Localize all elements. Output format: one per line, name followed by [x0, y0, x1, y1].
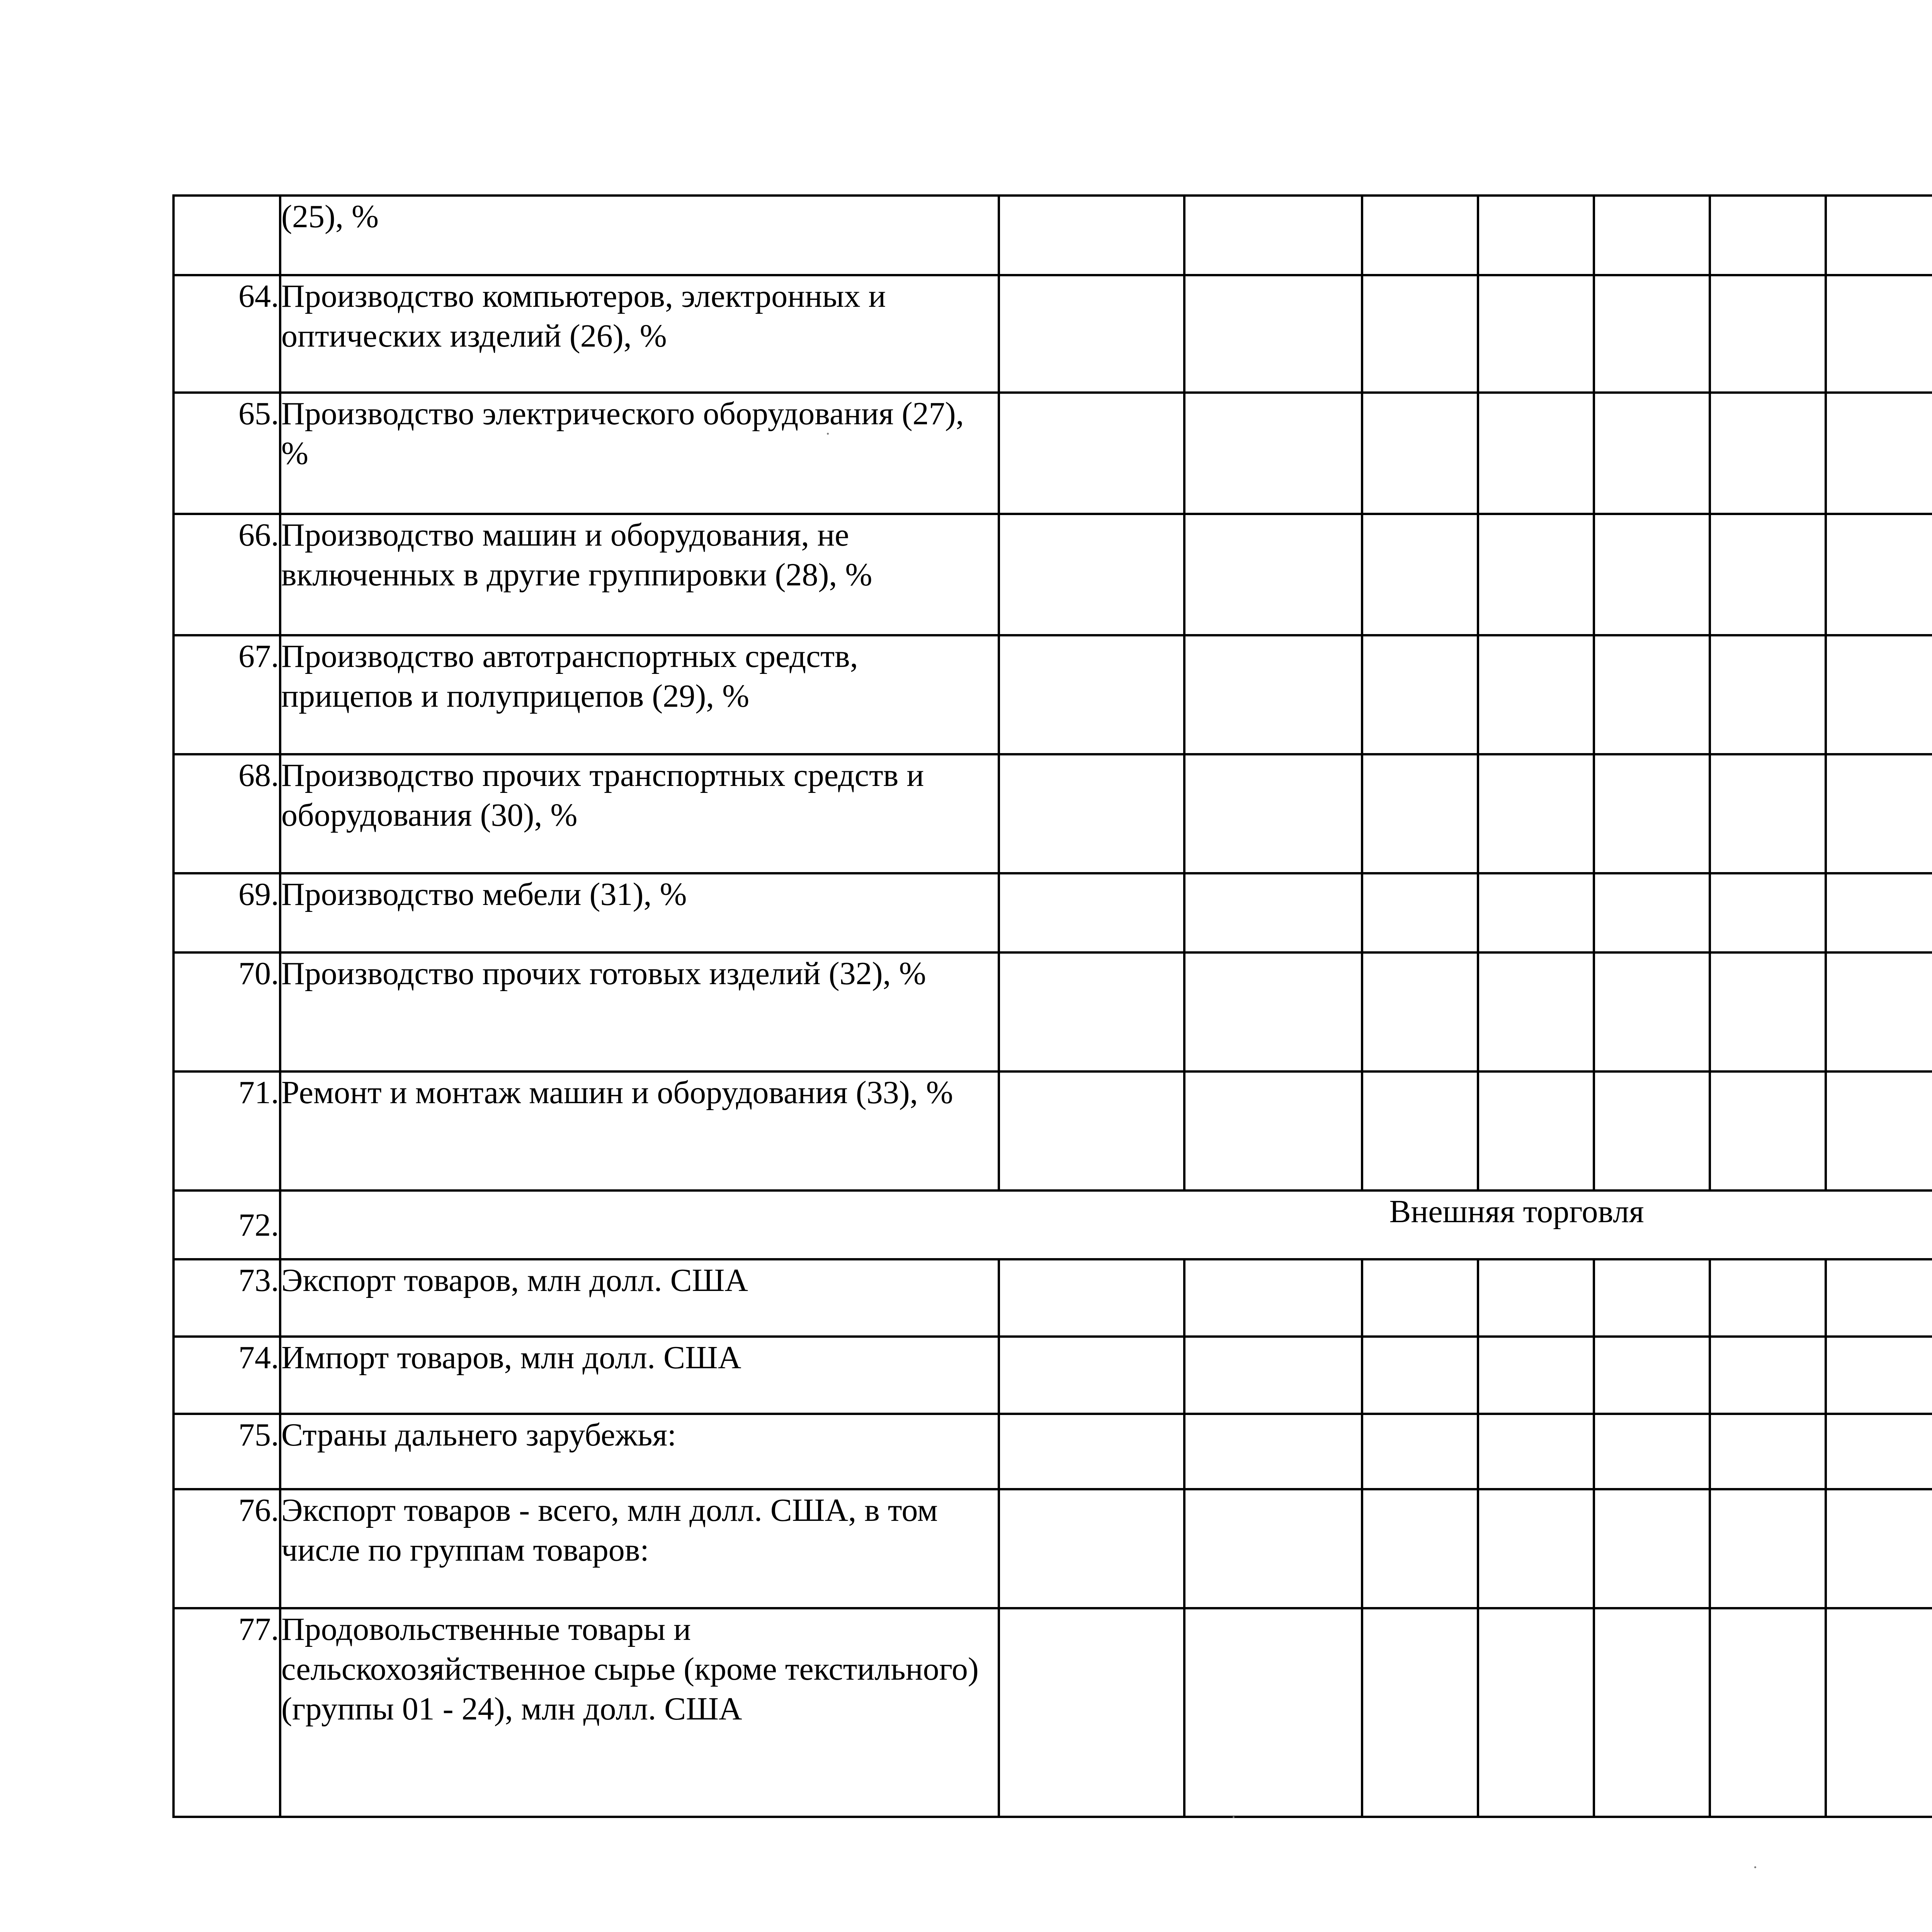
value-cell[interactable]: [1710, 393, 1826, 514]
scan-speck: [1233, 1816, 1235, 1818]
value-cell[interactable]: [1710, 514, 1826, 635]
value-cell[interactable]: [1710, 635, 1826, 754]
value-cell[interactable]: [1362, 393, 1478, 514]
table-row: [173, 393, 1932, 514]
row-number: 75.: [173, 1414, 280, 1489]
row-number: 76.: [173, 1489, 280, 1608]
value-cell[interactable]: [1710, 1489, 1826, 1608]
value-cell[interactable]: [1594, 1337, 1710, 1414]
row-label: Производство прочих готовых изделий (32), %: [280, 952, 999, 1071]
value-cell[interactable]: [1184, 635, 1362, 754]
value-cell[interactable]: [1478, 952, 1594, 1071]
row-label: Ремонт и монтаж машин и оборудования (33), %: [280, 1071, 999, 1190]
value-cell[interactable]: [1594, 1608, 1710, 1817]
table-row: [173, 1071, 1932, 1190]
value-cell[interactable]: [1362, 754, 1478, 873]
table-row: [173, 196, 1932, 275]
value-cell[interactable]: [1710, 952, 1826, 1071]
row-number: 69.: [173, 873, 280, 952]
row-label: Производство машин и оборудования, не включенных в другие группировки (28), %: [280, 514, 999, 635]
value-cell[interactable]: [1826, 196, 1932, 275]
value-cell[interactable]: [1362, 514, 1478, 635]
value-cell[interactable]: [999, 1489, 1184, 1608]
value-cell[interactable]: [1594, 393, 1710, 514]
value-cell[interactable]: [999, 1071, 1184, 1190]
value-cell[interactable]: [999, 952, 1184, 1071]
value-cell[interactable]: [1362, 1071, 1478, 1190]
value-cell[interactable]: [999, 1337, 1184, 1414]
value-cell[interactable]: [1184, 1259, 1362, 1337]
value-cell[interactable]: [1710, 873, 1826, 952]
value-cell[interactable]: [1478, 1608, 1594, 1817]
value-cell[interactable]: [999, 1608, 1184, 1817]
value-cell[interactable]: [1826, 1337, 1932, 1414]
value-cell[interactable]: [1362, 952, 1478, 1071]
value-cell[interactable]: [1710, 1608, 1826, 1817]
table-row: [173, 275, 1932, 393]
row-number: 74.: [173, 1337, 280, 1414]
value-cell[interactable]: [1710, 1071, 1826, 1190]
value-cell[interactable]: [1184, 275, 1362, 393]
table-row: [173, 1489, 1932, 1608]
value-cell[interactable]: [1710, 754, 1826, 873]
value-cell[interactable]: [1478, 635, 1594, 754]
value-cell[interactable]: [1826, 635, 1932, 754]
value-cell[interactable]: [1184, 1414, 1362, 1489]
value-cell[interactable]: [1362, 275, 1478, 393]
value-cell[interactable]: [1826, 275, 1932, 393]
value-cell[interactable]: [999, 393, 1184, 514]
row-label: Импорт товаров, млн долл. США: [280, 1337, 999, 1414]
value-cell[interactable]: [1362, 1259, 1478, 1337]
value-cell[interactable]: [1478, 873, 1594, 952]
value-cell[interactable]: [1184, 1608, 1362, 1817]
value-cell[interactable]: [1362, 1337, 1478, 1414]
value-cell[interactable]: [1594, 635, 1710, 754]
value-cell[interactable]: [1362, 1608, 1478, 1817]
value-cell[interactable]: [1594, 1259, 1710, 1337]
table-row: [173, 1608, 1932, 1817]
value-cell[interactable]: [1478, 393, 1594, 514]
table-row: [173, 1337, 1932, 1414]
row-label: Экспорт товаров - всего, млн долл. США, в том числе по группам товаров:: [280, 1489, 999, 1608]
value-cell[interactable]: [999, 635, 1184, 754]
value-cell[interactable]: [1362, 635, 1478, 754]
row-label: Экспорт товаров, млн долл. США: [280, 1259, 999, 1337]
value-cell[interactable]: [1478, 1259, 1594, 1337]
value-cell[interactable]: [1184, 952, 1362, 1071]
value-cell[interactable]: [1826, 1489, 1932, 1608]
value-cell[interactable]: [1710, 275, 1826, 393]
value-cell[interactable]: [1826, 1608, 1932, 1817]
row-label: Продовольственные товары и сельскохозяйственное сырье (кроме текстильного) (группы 01 - 24), млн долл. США: [280, 1608, 999, 1817]
table-row: [173, 873, 1932, 952]
row-number: 65.: [173, 393, 280, 514]
value-cell[interactable]: [1362, 1489, 1478, 1608]
value-cell[interactable]: [999, 275, 1184, 393]
value-cell[interactable]: [1826, 873, 1932, 952]
row-label: Производство компьютеров, электронных и оптических изделий (26), %: [280, 275, 999, 393]
value-cell[interactable]: [1478, 196, 1594, 275]
row-number: 72.: [173, 1190, 280, 1259]
row-number: 66.: [173, 514, 280, 635]
value-cell[interactable]: [1710, 196, 1826, 275]
value-cell[interactable]: [1184, 1489, 1362, 1608]
value-cell[interactable]: [1594, 1489, 1710, 1608]
value-cell[interactable]: [1826, 952, 1932, 1071]
value-cell[interactable]: [1594, 514, 1710, 635]
value-cell[interactable]: [1184, 196, 1362, 275]
value-cell[interactable]: [1184, 1337, 1362, 1414]
value-cell[interactable]: [1478, 1337, 1594, 1414]
data-table: [172, 194, 1932, 1818]
scan-speck: [827, 433, 829, 435]
value-cell[interactable]: [1826, 514, 1932, 635]
table-row: [173, 1414, 1932, 1489]
table-row: [173, 1259, 1932, 1337]
value-cell[interactable]: [1594, 952, 1710, 1071]
value-cell[interactable]: [999, 1414, 1184, 1489]
row-label: Производство автотранспортных средств, прицепов и полуприцепов (29), %: [280, 635, 999, 754]
value-cell[interactable]: [1478, 1071, 1594, 1190]
row-number: [173, 196, 280, 275]
value-cell[interactable]: [1478, 1489, 1594, 1608]
section-heading: Внешняя торговля: [280, 1190, 1932, 1259]
value-cell[interactable]: [1594, 196, 1710, 275]
row-number: 70.: [173, 952, 280, 1071]
row-label: Страны дальнего зарубежья:: [280, 1414, 999, 1489]
value-cell[interactable]: [1478, 275, 1594, 393]
scan-speck: [1754, 1866, 1756, 1868]
row-label: Производство прочих транспортных средств и оборудования (30), %: [280, 754, 999, 873]
value-cell[interactable]: [1594, 275, 1710, 393]
value-cell[interactable]: [1594, 1414, 1710, 1489]
value-cell[interactable]: [1478, 754, 1594, 873]
value-cell[interactable]: [1184, 514, 1362, 635]
row-label: Производство электрического оборудования (27), %: [280, 393, 999, 514]
value-cell[interactable]: [999, 196, 1184, 275]
table-row: [173, 754, 1932, 873]
value-cell[interactable]: [1826, 1414, 1932, 1489]
row-label: (25), %: [280, 196, 999, 275]
value-cell[interactable]: [1478, 1414, 1594, 1489]
value-cell[interactable]: [1594, 873, 1710, 952]
table-row: [173, 952, 1932, 1071]
value-cell[interactable]: [1362, 196, 1478, 275]
value-cell[interactable]: [999, 873, 1184, 952]
value-cell[interactable]: [1594, 1071, 1710, 1190]
value-cell[interactable]: [1594, 754, 1710, 873]
value-cell[interactable]: [1710, 1414, 1826, 1489]
value-cell[interactable]: [1362, 873, 1478, 952]
value-cell[interactable]: [999, 514, 1184, 635]
value-cell[interactable]: [1184, 873, 1362, 952]
table-row: [173, 514, 1932, 635]
table-row: [173, 635, 1932, 754]
value-cell[interactable]: [1710, 1259, 1826, 1337]
value-cell[interactable]: [1710, 1337, 1826, 1414]
row-number: 77.: [173, 1608, 280, 1817]
row-number: 73.: [173, 1259, 280, 1337]
value-cell[interactable]: [1478, 514, 1594, 635]
row-number: 67.: [173, 635, 280, 754]
value-cell[interactable]: [1184, 393, 1362, 514]
row-number: 64.: [173, 275, 280, 393]
value-cell[interactable]: [999, 1259, 1184, 1337]
value-cell[interactable]: [1184, 1071, 1362, 1190]
table-body: [173, 196, 1932, 1817]
value-cell[interactable]: [1184, 754, 1362, 873]
table-row: [173, 1190, 1932, 1259]
row-label: Производство мебели (31), %: [280, 873, 999, 952]
value-cell[interactable]: [1362, 1414, 1478, 1489]
row-number: 68.: [173, 754, 280, 873]
value-cell[interactable]: [1826, 1071, 1932, 1190]
value-cell[interactable]: [1826, 754, 1932, 873]
row-number: 71.: [173, 1071, 280, 1190]
value-cell[interactable]: [1826, 393, 1932, 514]
value-cell[interactable]: [1826, 1259, 1932, 1337]
value-cell[interactable]: [999, 754, 1184, 873]
